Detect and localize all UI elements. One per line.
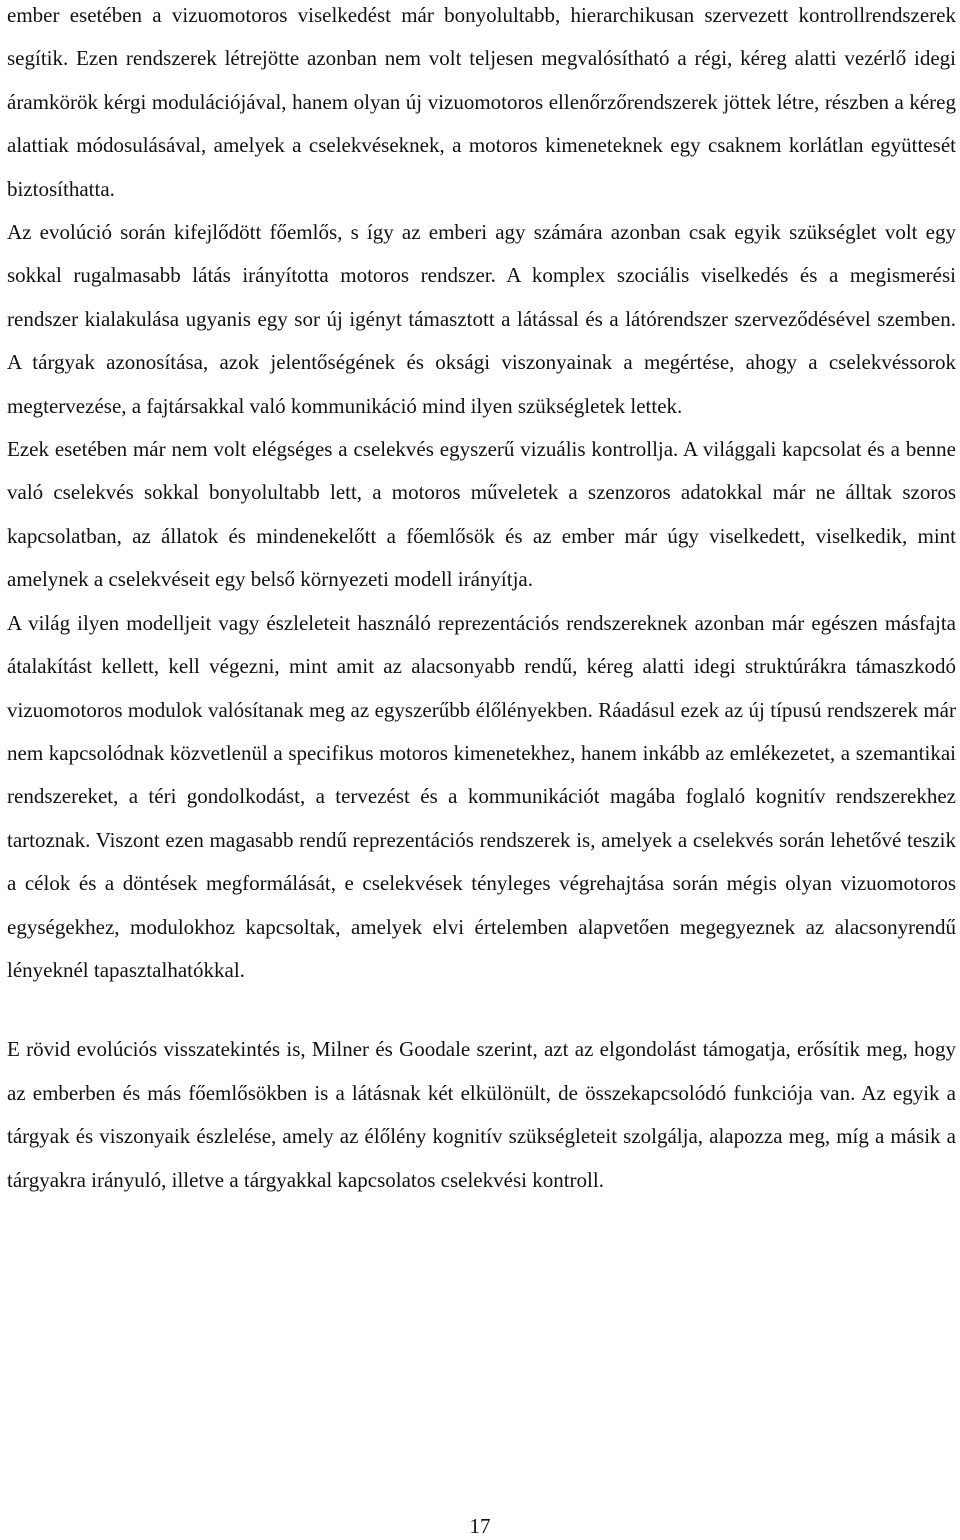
paragraph-5: E rövid evolúciós visszatekintés is, Milner és Goodale szerint, azt az elgondolást támogatja, erősítik meg, hogy az emberben és más főemlősökben is a látásnak két elkülönült, de összekapcsolódó funkciója van. Az egyik a tárgyak és viszonyaik észlelése, amely az élőlény kognitív szükségleteit szolgálja, alapozza meg, míg a másik a tárgyakra irányuló, illetve a tárgyakkal kapcsolatos cselekvési kontroll. (7, 1037, 956, 1192)
paragraph-4: A világ ilyen modelljeit vagy észleleteit használó reprezentációs rendszereknek azonban már egészen másfajta átalakítást kellett, kell végezni, mint amit az alacsonyabb rendű, kéreg alatti idegi struktúrákra támaszkodó vizuomotoros modulok valósítanak meg az egyszerűbb élőlényekben. Ráadásul ezek az új típusú rendszerek már nem kapcsolódnak közvetlenül a specifikus motoros kimenetekhez, hanem inkább az emlékezetet, a szemantikai rendszereket, a téri gondolkodást, a tervezést és a kommunikációt magába foglaló kognitív rendszerekhez tartoznak. Viszont ezen magasabb rendű reprezentációs rendszerek is, amelyek a cselekvés során lehetővé teszik a célok és a döntések megformálását, e cselekvések tényleges végrehajtása során mégis olyan vizuomotoros egységekhez, modulokhoz kapcsoltak, amelyek elvi értelemben alapvetően megegyeznek az alacsonyrendű lényeknél tapasztalhatókkal. (7, 610, 956, 982)
document-body (7, 0, 956, 1202)
page-number: 17 (469, 1514, 491, 1538)
paragraph-3: Ezek esetében már nem volt elégséges a cselekvés egyszerű vizuális kontrollja. A világgali kapcsolat és a benne való cselekvés sokkal bonyolultabb lett, a motoros műveletek a szenzoros adatokkal már ne álltak szoros kapcsolatban, az állatok és mindenekelőtt a főemlősök és az ember már úgy viselkedett, viselkedik, mint amelynek a cselekvéseit egy belső környezeti modell irányítja. (7, 437, 956, 592)
paragraph-1: ember esetében a vizuomotoros viselkedést már bonyolultabb, hierarchikusan szervezett kontrollrendszerek segítik. Ezen rendszerek létrejötte azonban nem volt teljesen megvalósítható a régi, kéreg alatti vezérlő idegi áramkörök kérgi modulációjával, hanem olyan új vizuomotoros ellenőrzőrendszerek jöttek létre, részben a kéreg alattiak módosulásával, amelyek a cselekvéseknek, a motoros kimeneteknek egy csaknem korlátlan együttesét biztosíthatta. (7, 3, 956, 201)
paragraph-2: Az evolúció során kifejlődött főemlős, s így az emberi agy számára azonban csak egyik szükséglet volt egy sokkal rugalmasabb látás irányította motoros rendszer. A komplex szociális viselkedés és a megismerési rendszer kialakulása ugyanis egy sor új igényt támasztott a látással és a látórendszer szerveződésével szemben. A tárgyak azonosítása, azok jelentőségének és oksági viszonyainak a megértése, ahogy a cselekvéssorok megtervezése, a fajtársakkal való kommunikáció mind ilyen szükségletek lettek. (7, 220, 956, 418)
paragraph-spacer (7, 992, 956, 1028)
